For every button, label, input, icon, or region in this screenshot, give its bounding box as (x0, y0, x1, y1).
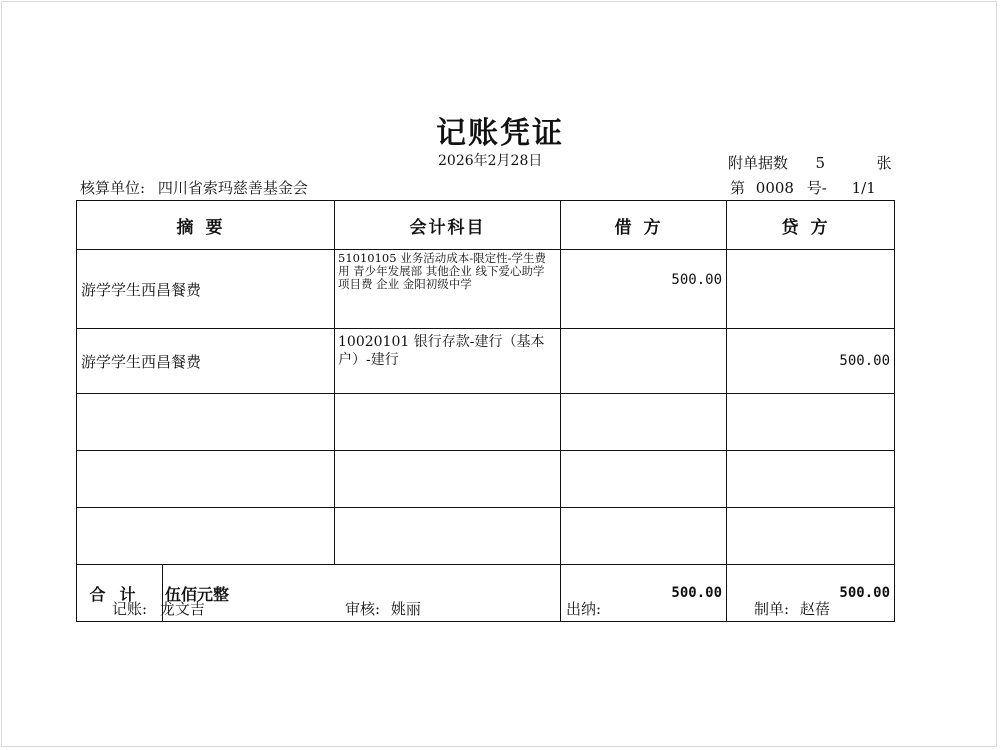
bookkeeper-name: 龙文吉 (159, 600, 205, 618)
voucher-title: 记账凭证 (436, 116, 564, 151)
table-row (77, 250, 895, 329)
cashier (566, 598, 601, 619)
attachments-info (728, 152, 892, 173)
voucher-no-suffix: 号- (806, 179, 827, 197)
total-credit: 500.00 (727, 565, 895, 622)
cashier-label: 出纳: (566, 600, 602, 618)
voucher-date: 2026年2月28日 (438, 153, 543, 169)
row-summary: 游学学生西昌餐费 (77, 329, 335, 394)
header-account: 会计科目 (335, 201, 561, 250)
total-label: 合计 (77, 565, 163, 622)
auditor-name: 姚丽 (390, 600, 421, 618)
preparer-label: 制单: (754, 600, 790, 618)
attach-label: 附单据数 (728, 154, 789, 172)
voucher-no-label: 第 (730, 179, 746, 197)
empty-row (77, 451, 895, 508)
preparer (754, 598, 830, 619)
header-row (77, 201, 895, 250)
auditor (345, 598, 421, 619)
attach-unit: 张 (876, 154, 892, 172)
empty-row (77, 394, 895, 451)
header-credit: 贷方 (727, 201, 895, 250)
voucher-number (730, 177, 876, 198)
row-debit (561, 329, 727, 394)
row-debit: 500.00 (561, 250, 727, 329)
empty-row (77, 508, 895, 565)
total-debit: 500.00 (561, 565, 727, 622)
header-summary: 摘要 (77, 201, 335, 250)
accounting-unit (80, 177, 308, 198)
row-account: 51010105 业务活动成本-限定性-学生费用 青少年发展部 其他企业 线下爱心助学 项目费 企业 金阳初级中学 (335, 250, 561, 329)
unit-name: 四川省索玛慈善基金会 (157, 179, 308, 197)
page-number: 1/1 (851, 179, 876, 197)
auditor-label: 审核: (345, 600, 381, 618)
row-credit (727, 250, 895, 329)
table-row (77, 329, 895, 394)
row-credit: 500.00 (727, 329, 895, 394)
voucher-table (76, 200, 895, 622)
attach-count: 5 (815, 154, 826, 172)
row-account: 10020101 银行存款-建行（基本户）-建行 (335, 329, 561, 394)
unit-label: 核算单位: (80, 179, 146, 197)
bookkeeper-label: 记账: (112, 600, 148, 618)
total-amount-words: 伍佰元整 (163, 565, 561, 622)
preparer-name: 赵蓓 (799, 600, 830, 618)
bookkeeper (112, 598, 205, 619)
voucher-no: 0008 (755, 179, 794, 197)
header-debit: 借方 (561, 201, 727, 250)
row-summary: 游学学生西昌餐费 (77, 250, 335, 329)
